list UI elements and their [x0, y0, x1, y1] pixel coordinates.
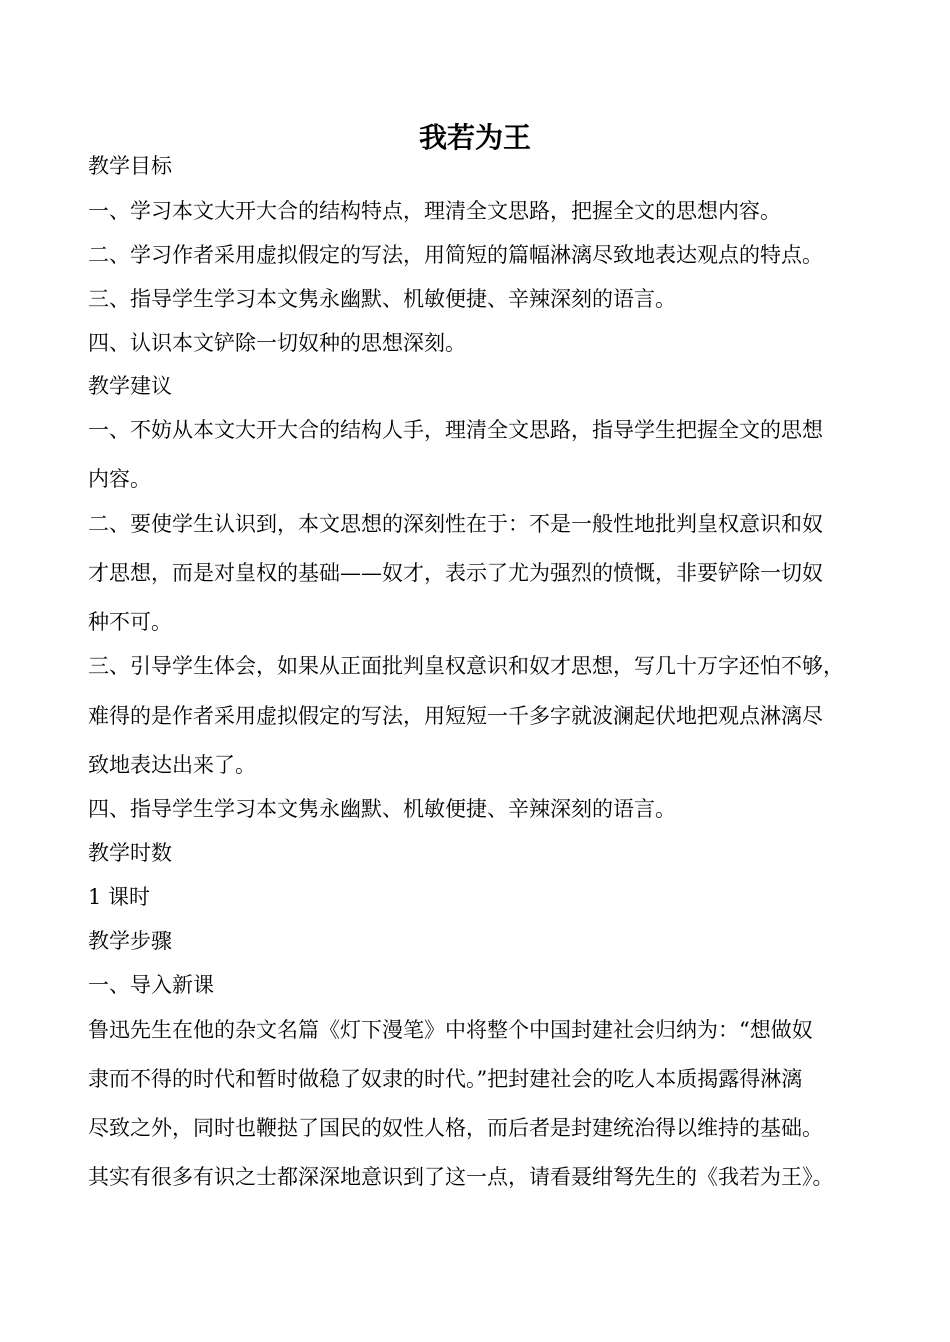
paragraph-line: 四、指导学生学习本文隽永幽默、机敏便捷、辛辣深刻的语言。 — [88, 797, 676, 821]
paragraph-line: 鲁迅先生在他的杂文名篇《灯下漫笔》中将整个中国封建社会归纳为：“想做奴 — [88, 1018, 813, 1042]
paragraph-line: 二、学习作者采用虚拟假定的写法，用简短的篇幅淋漓尽致地表达观点的特点。 — [88, 243, 823, 267]
paragraph-line: 二、要使学生认识到，本文思想的深刻性在于：不是一般性地批判皇权意识和奴 — [88, 512, 823, 536]
paragraph-line: 致地表达出来了。 — [88, 753, 256, 777]
document-title: 我若为王 — [418, 121, 531, 154]
paragraph-line: 一、不妨从本文大开大合的结构人手，理清全文思路，指导学生把握全文的思想 — [88, 418, 823, 442]
paragraph-line: 1 课时 — [88, 885, 151, 909]
paragraph-line: 才思想，而是对皇权的基础——奴才，表示了尤为强烈的愤慨，非要铲除一切奴 — [88, 561, 823, 585]
section-heading-teaching-steps: 教学步骤 — [88, 929, 172, 953]
subsection-heading: 一、导入新课 — [88, 973, 214, 997]
paragraph-line: 三、指导学生学习本文隽永幽默、机敏便捷、辛辣深刻的语言。 — [88, 287, 676, 311]
paragraph-line: 内容。 — [88, 467, 151, 491]
paragraph-line: 尽致之外，同时也鞭挞了国民的奴性人格，而后者是封建统治得以维持的基础。 — [88, 1116, 823, 1140]
section-heading-teaching-hours: 教学时数 — [88, 841, 172, 865]
paragraph-line: 三、引导学生体会，如果从正面批判皇权意识和奴才思想，写几十万字还怕不够， — [88, 654, 844, 678]
section-heading-teaching-goals: 教学目标 — [88, 154, 172, 178]
section-heading-teaching-suggestions: 教学建议 — [88, 374, 172, 398]
paragraph-line: 一、学习本文大开大合的结构特点，理清全文思路，把握全文的思想内容。 — [88, 199, 781, 223]
paragraph-line: 隶而不得的时代和暂时做稳了奴隶的时代。”把封建社会的吃人本质揭露得淋漓 — [88, 1067, 803, 1091]
paragraph-line: 其实有很多有识之士都深深地意识到了这一点，请看聂绀弩先生的《我若为王》。 — [88, 1165, 834, 1189]
paragraph-line: 四、认识本文铲除一切奴种的思想深刻。 — [88, 331, 466, 355]
paragraph-line: 难得的是作者采用虚拟假定的写法，用短短一千多字就波澜起伏地把观点淋漓尽 — [88, 704, 823, 728]
paragraph-line: 种不可。 — [88, 610, 172, 634]
